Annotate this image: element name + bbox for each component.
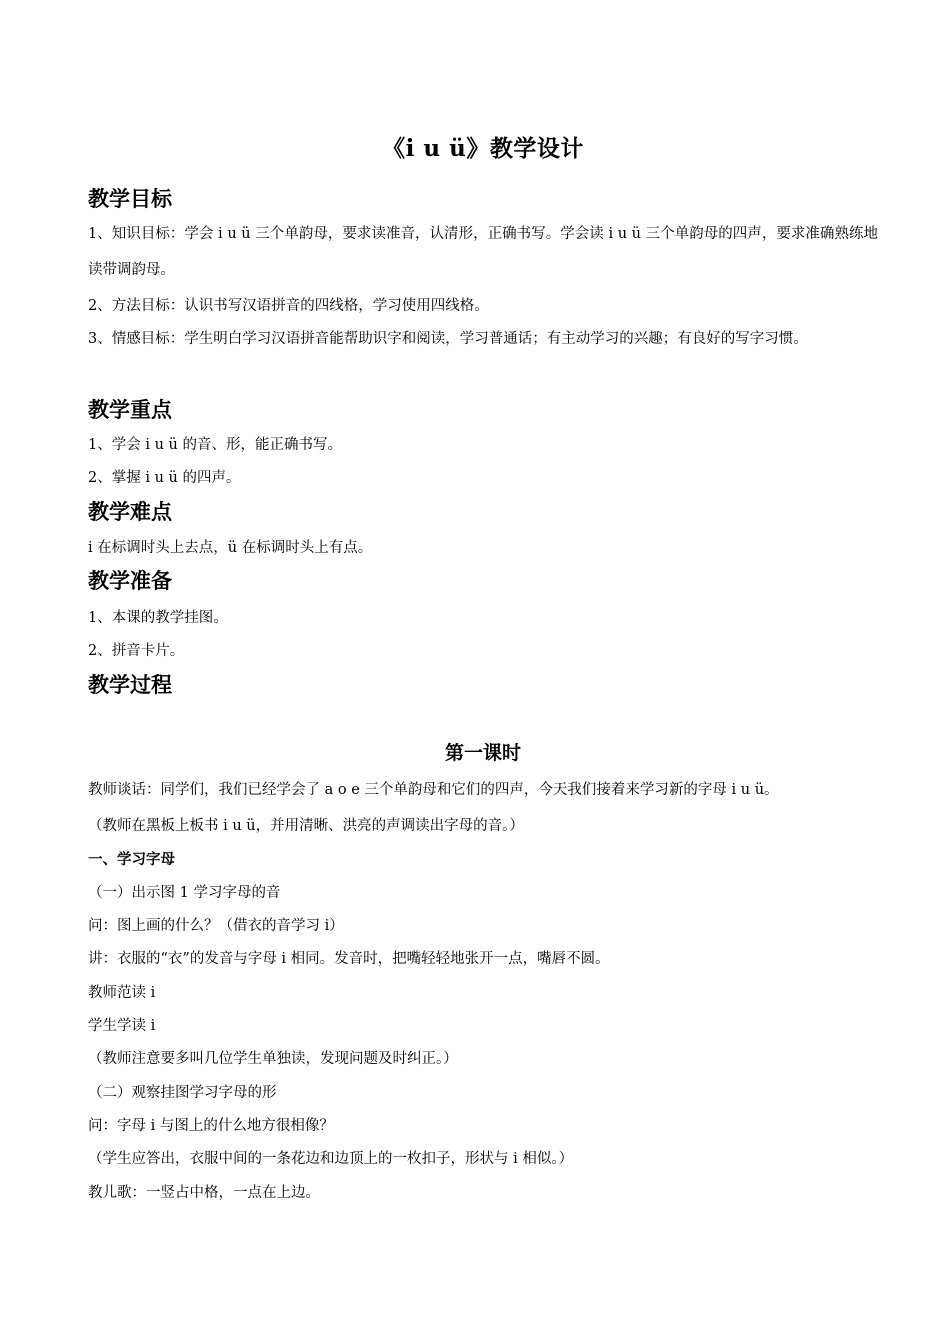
- key-point-item-2: 2、掌握 i u ü 的四声。: [88, 470, 241, 486]
- preparation-item-2: 2、拼音卡片。: [88, 643, 185, 659]
- lesson-line: 教儿歌：一竖占中格，一点在上边。: [88, 1185, 320, 1201]
- part1-heading: 一、学习字母: [88, 852, 175, 868]
- difficulty-item-1: i 在标调时头上去点，ü 在标调时头上有点。: [88, 540, 373, 556]
- lesson-line: （教师注意要多叫几位学生单独读，发现问题及时纠正。）: [88, 1051, 458, 1067]
- lesson-line: 问：图上画的什么？（借衣的音学习 i）: [88, 918, 344, 934]
- lesson-intro: 教师谈话：同学们，我们已经学会了 a o e 三个单韵母和它们的四声，今天我们接着来学习新的字母 i u ü。: [88, 782, 779, 798]
- lesson-line: （学生应答出，衣服中间的一条花边和边顶上的一枚扣子，形状与 i 相似。）: [88, 1151, 574, 1167]
- lesson-intro-note: （教师在黑板上板书 i u ü，并用清晰、洪亮的声调读出字母的音。）: [88, 818, 524, 834]
- objective-item-3: 3、情感目标：学生明白学习汉语拼音能帮助识字和阅读，学习普通话；有主动学习的兴趣；有良好的写字习惯。: [88, 331, 808, 347]
- heading-preparation: 教学准备: [88, 569, 172, 593]
- key-point-item-1: 1、学会 i u ü 的音、形，能正确书写。: [88, 437, 342, 453]
- lesson-line: 讲：衣服的“衣”的发音与字母 i 相同。发音时，把嘴轻轻地张开一点，嘴唇不圆。: [88, 951, 610, 967]
- lesson-line: （一）出示图 1 学习字母的音: [88, 885, 281, 901]
- heading-difficulties: 教学难点: [88, 500, 172, 524]
- lesson-line: 教师范读 i: [88, 985, 156, 1001]
- heading-process: 教学过程: [88, 673, 172, 697]
- document-title: 《i u ü》教学设计: [382, 135, 584, 162]
- objective-item-1: 1、知识目标：学会 i u ü 三个单韵母，要求读准音，认清形，正确书写。学会读 i u ü 三个单韵母的四声，要求准确熟练地读带调韵母。: [88, 226, 878, 278]
- heading-key-points: 教学重点: [88, 398, 172, 422]
- lesson-line: 问：字母 i 与图上的什么地方很相像？: [88, 1118, 334, 1134]
- objective-item-2: 2、方法目标：认识书写汉语拼音的四线格，学习使用四线格。: [88, 298, 489, 314]
- preparation-item-1: 1、本课的教学挂图。: [88, 610, 228, 626]
- heading-objectives: 教学目标: [88, 187, 172, 211]
- lesson-title: 第一课时: [444, 742, 521, 764]
- lesson-line: 学生学读 i: [88, 1018, 156, 1034]
- lesson-line: （二）观察挂图学习字母的形: [88, 1085, 277, 1101]
